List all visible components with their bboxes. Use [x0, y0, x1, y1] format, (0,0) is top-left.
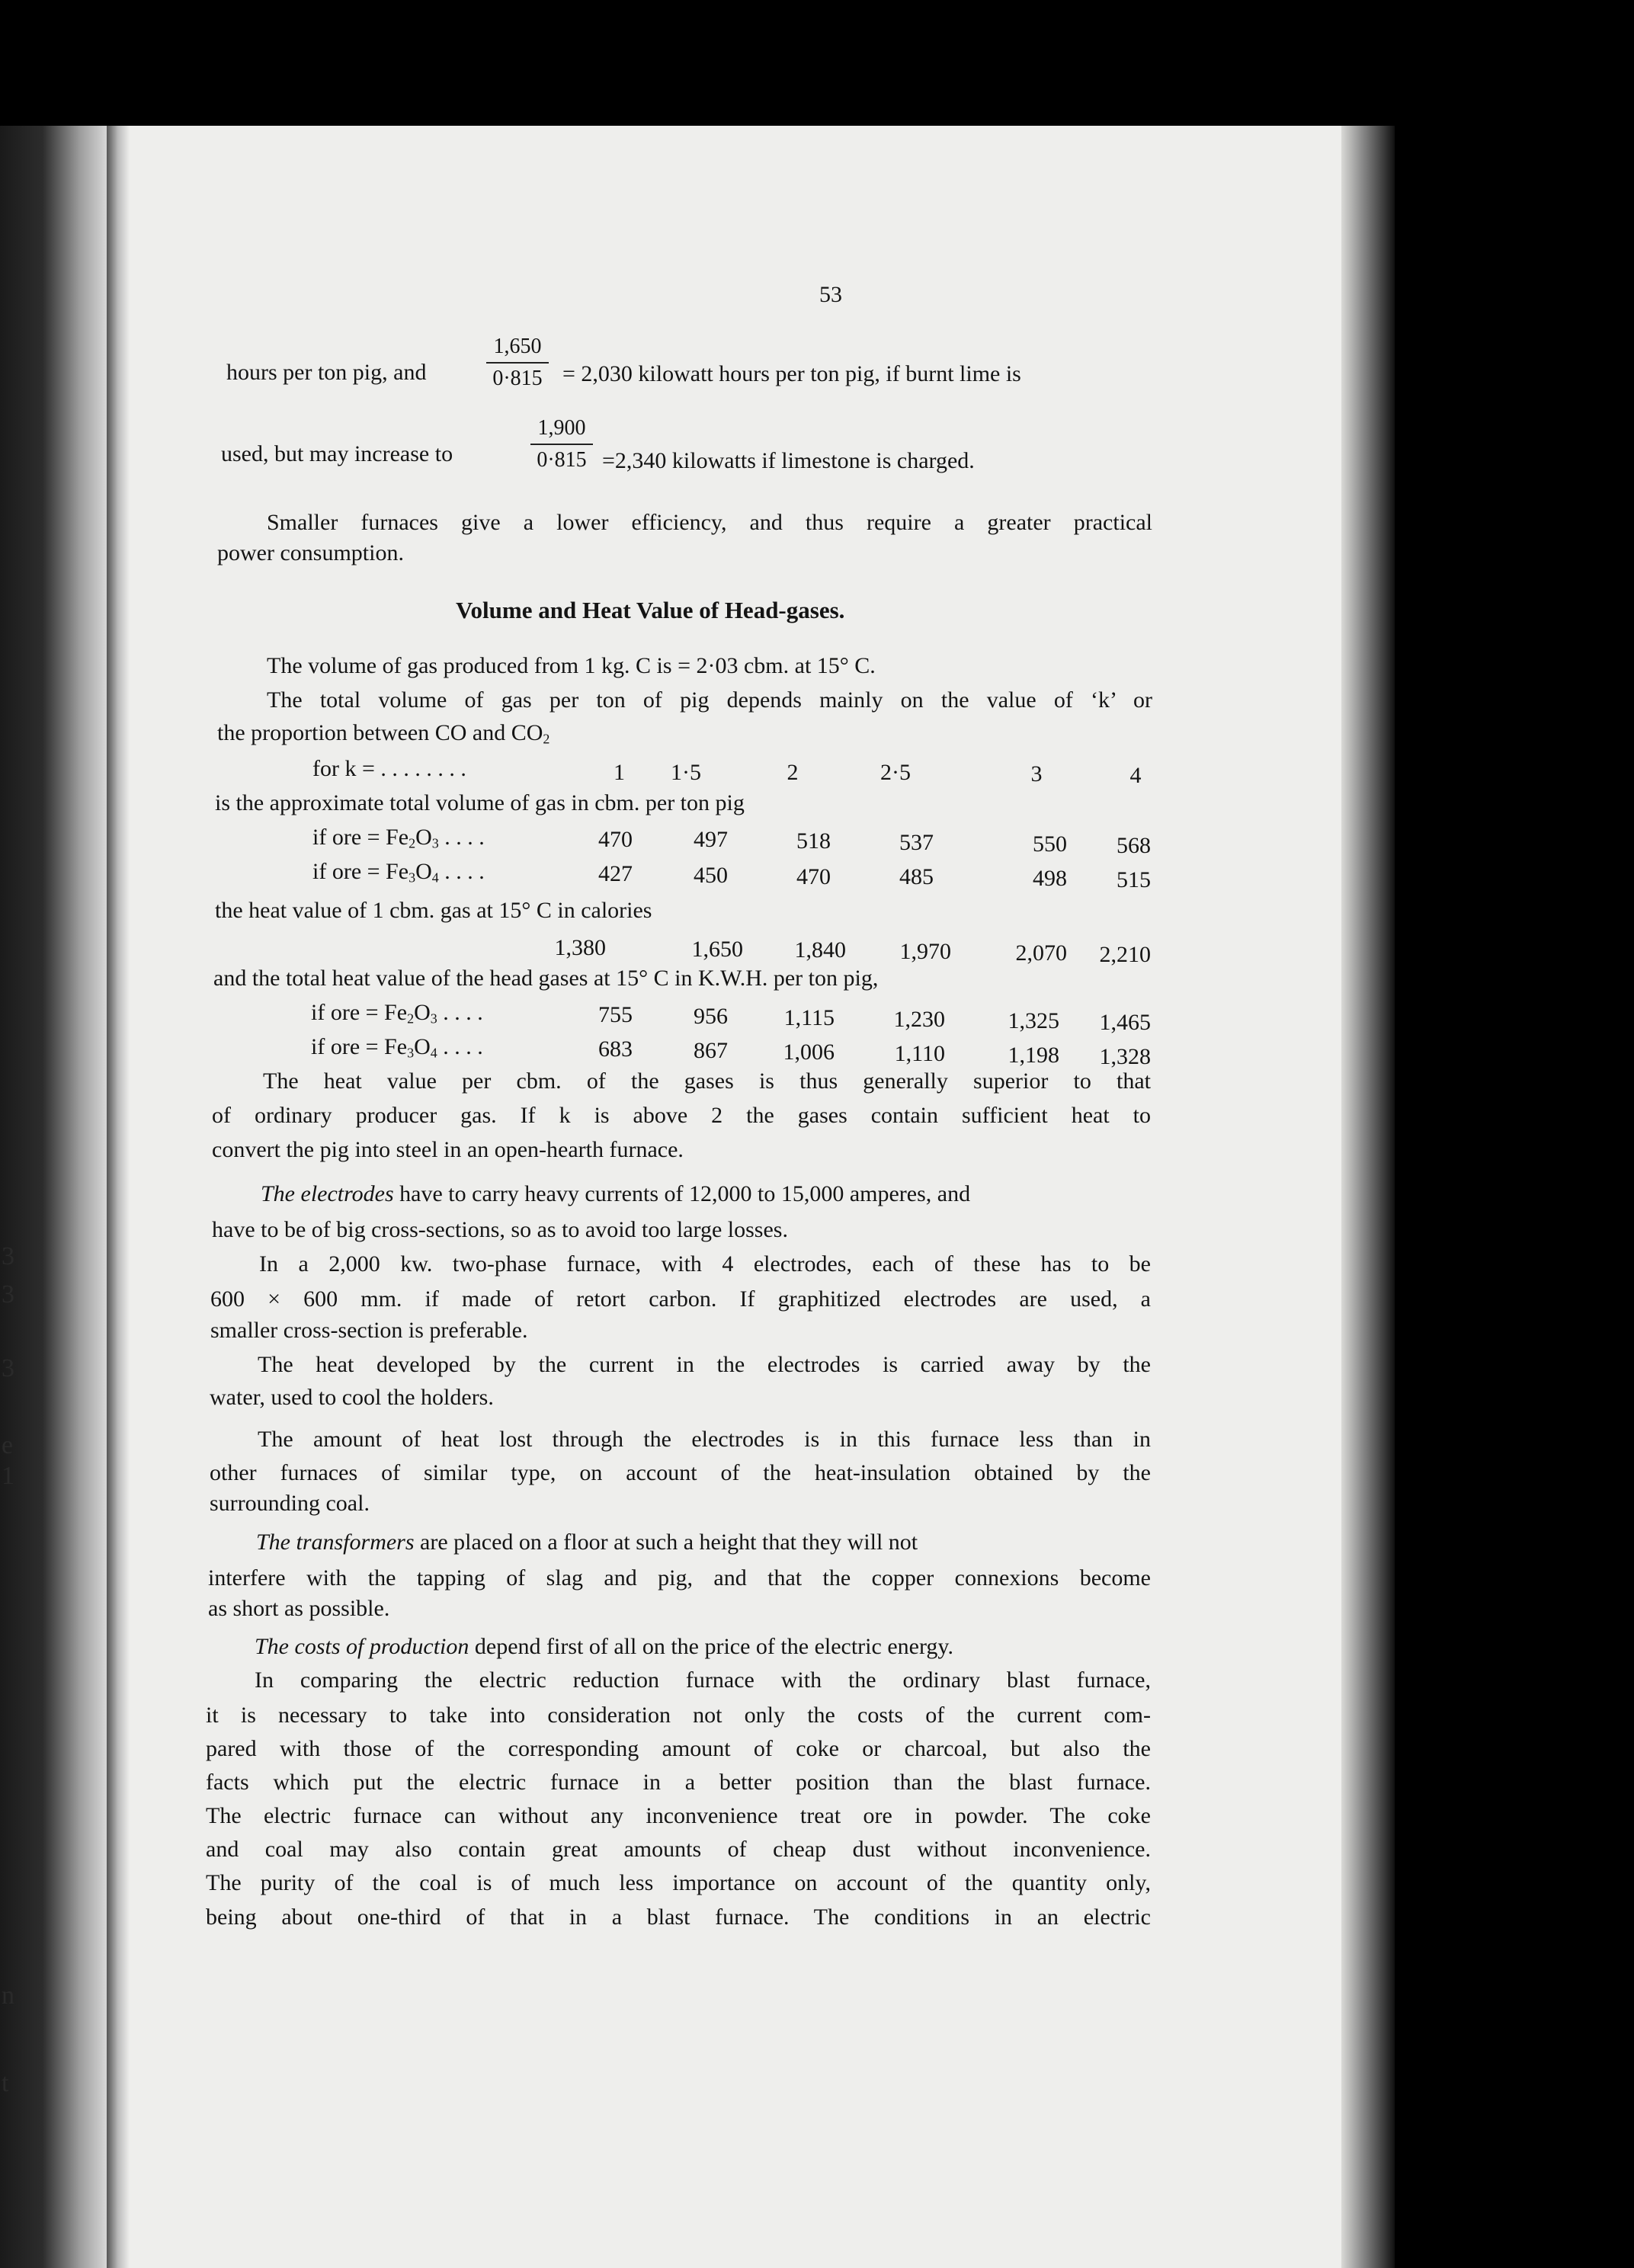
paragraph-line: as short as possible. [208, 1596, 390, 1621]
table-cell: 683 [598, 1036, 633, 1062]
row-label [311, 998, 483, 1033]
heat-value-cell: 2,210 [1099, 942, 1151, 967]
k-value: 1·5 [671, 760, 701, 785]
label-text: O [414, 1034, 431, 1059]
table-caption: the heat value of 1 cbm. gas at 15° C in calories [215, 898, 652, 923]
paragraph-line: pared with those of the corresponding amount of coke or charcoal, but also the [206, 1736, 1151, 1761]
page-number: 53 [819, 282, 842, 307]
prev-page-fragment: t [2, 2069, 9, 2097]
heat-value-cell: 1,380 [554, 935, 606, 960]
table-cell: 550 [1033, 831, 1067, 857]
label-dots: . . . . [437, 1000, 483, 1025]
italic-term: The costs of production [255, 1634, 469, 1659]
table-cell: 518 [796, 828, 831, 854]
line-text: are placed on a floor at such a height that they will not [414, 1530, 918, 1555]
label-dots: . . . . [437, 1034, 483, 1059]
label-text: if ore = Fe [311, 1034, 408, 1059]
paragraph-line: smaller cross-section is preferable. [210, 1318, 528, 1343]
eq1-suffix: = 2,030 kilowatt hours per ton pig, if burnt lime is [562, 361, 1021, 386]
table-cell: 1,006 [783, 1040, 835, 1065]
label-text: if ore = Fe [312, 825, 409, 850]
eq1-fraction [486, 334, 549, 392]
eq2-numerator: 1,900 [537, 416, 586, 440]
paragraph-line: The purity of the coal is of much less importance on account of the quantity only, [206, 1870, 1151, 1895]
heat-value-cell: 1,840 [794, 937, 846, 963]
paragraph-line: water, used to cool the holders. [210, 1385, 494, 1410]
subscript: 3 [408, 870, 416, 886]
label-text: O [414, 1000, 431, 1025]
k-value: 1 [614, 760, 625, 785]
eq2-suffix: =2,340 kilowatts if limestone is charged. [602, 448, 975, 473]
paragraph-line: convert the pig into steel in an open-hearth furnace. [212, 1137, 684, 1162]
table-cell: 755 [598, 1002, 633, 1027]
paragraph-line: The heat developed by the current in the electrodes is carried away by the [258, 1352, 1151, 1377]
eq1-denominator: 0·815 [492, 367, 543, 390]
table-cell: 515 [1117, 867, 1151, 892]
line-text: have to carry heavy currents of 12,000 to 15,000 amperes, and [393, 1181, 971, 1206]
paragraph-line: In a 2,000 kw. two-phase furnace, with 4 electrodes, each of these has to be [259, 1251, 1151, 1277]
paragraph-line: it is necessary to take into consideration not only the costs of the current com- [206, 1703, 1151, 1728]
subscript: 3 [431, 835, 439, 851]
eq2-fraction [530, 415, 593, 473]
prev-page-fragment: 1 [2, 1462, 14, 1490]
paragraph-line [217, 719, 549, 754]
label-text: O [415, 859, 432, 884]
table-cell: 470 [796, 864, 831, 889]
eq1-numerator: 1,650 [493, 335, 542, 358]
paragraph-line: Smaller furnaces give a lower efficiency, and thus require a greater practical [267, 510, 1152, 535]
table-cell: 1,465 [1099, 1010, 1151, 1035]
label-dots: . . . . [438, 825, 485, 850]
paragraph-line: The amount of heat lost through the electrodes is in this furnace less than in [258, 1427, 1151, 1452]
table-cell: 1,325 [1008, 1008, 1059, 1033]
paragraph-line: The volume of gas produced from 1 kg. C is = 2·03 cbm. at 15° C. [267, 653, 876, 678]
paragraph-line: and coal may also contain great amounts of cheap dust without inconvenience. [206, 1837, 1151, 1862]
paragraph-line: The total volume of gas per ton of pig depends mainly on the value of ‘k’ or [267, 687, 1152, 713]
paragraph-line: of ordinary producer gas. If k is above 2 the gases contain sufficient heat to [212, 1103, 1151, 1128]
italic-term: The electrodes [261, 1181, 394, 1206]
eq2-denominator: 0·815 [537, 448, 587, 472]
previous-page-text-fragments [0, 126, 107, 2268]
table-cell: 537 [899, 830, 934, 855]
table-cell: 867 [694, 1038, 728, 1063]
table-cell: 485 [899, 864, 934, 889]
paragraph-line: The electric furnace can without any inconvenience treat ore in powder. The coke [206, 1803, 1151, 1828]
row-label [311, 1033, 483, 1068]
heat-value-cell: 2,070 [1015, 940, 1067, 966]
table-cell: 568 [1117, 833, 1151, 858]
paragraph-line [256, 1528, 918, 1557]
prev-page-fragment: 3 [2, 1280, 14, 1309]
page-right-edge [1341, 126, 1395, 2268]
subscript: 4 [430, 1045, 437, 1061]
paragraph-line: power consumption. [217, 540, 404, 565]
table-cell: 1,115 [783, 1005, 835, 1030]
prev-page-fragment: 3 [2, 1354, 14, 1382]
k-value: 4 [1129, 763, 1142, 788]
paragraph-line [255, 1632, 953, 1661]
label-text: O [415, 825, 432, 850]
paragraph-line: have to be of big cross-sections, so as to avoid too large losses. [212, 1217, 788, 1242]
paragraph-line: interfere with the tapping of slag and pig, and that the copper connexions become [208, 1565, 1151, 1590]
row-label [312, 857, 485, 892]
label-dots: . . . . [438, 859, 485, 884]
table-cell: 498 [1033, 866, 1067, 891]
paragraph-line: surrounding coal. [210, 1491, 370, 1516]
line-text: depend first of all on the price of the electric energy. [469, 1634, 953, 1659]
paragraph-line: facts which put the electric furnace in a better position than the blast furnace. [206, 1770, 1151, 1795]
subscript: 2 [543, 731, 550, 747]
paragraph-line: other furnaces of similar type, on account of the heat-insulation obtained by the [210, 1460, 1151, 1485]
paragraph-line: 600 × 600 mm. if made of retort carbon. If graphitized electrodes are used, a [210, 1286, 1151, 1312]
heat-value-cell: 1,970 [899, 939, 951, 964]
scan-right-border [1395, 126, 1634, 2268]
eq2-prefix: used, but may increase to [221, 441, 453, 466]
page-gutter-shadow [107, 126, 130, 2268]
k-value: 2 [787, 760, 799, 785]
fraction-bar [486, 362, 549, 364]
label-text: if ore = Fe [311, 1000, 408, 1025]
heat-value-cell: 1,650 [691, 937, 743, 962]
prev-page-fragment: n [2, 1981, 14, 2010]
table-cell: 1,230 [893, 1007, 945, 1032]
table-cell: 1,198 [1008, 1043, 1059, 1068]
table-cell: 956 [694, 1004, 728, 1029]
paragraph-line [261, 1180, 970, 1209]
subscript: 3 [407, 1045, 415, 1061]
prev-page-fragment: e [2, 1431, 14, 1459]
label-text: if ore = Fe [312, 859, 409, 884]
italic-term: The transformers [256, 1530, 415, 1555]
subscript: 4 [431, 870, 439, 886]
table-cell: 1,328 [1099, 1044, 1151, 1069]
k-value: 3 [1030, 761, 1043, 786]
eq1-prefix: hours per ton pig, and [226, 360, 427, 385]
line-text: the proportion between CO and CO [217, 720, 543, 745]
k-value: 2·5 [880, 760, 911, 785]
subscript: 3 [430, 1011, 437, 1027]
table-cell: 470 [598, 827, 633, 852]
k-label: for k = . . . . . . . . [312, 756, 466, 781]
table-cell: 497 [694, 827, 728, 852]
table-caption: and the total heat value of the head gases at 15° C in K.W.H. per ton pig, [213, 966, 879, 991]
paragraph-line: The heat value per cbm. of the gases is thus generally superior to that [263, 1068, 1151, 1094]
subscript: 2 [407, 1011, 415, 1027]
table-cell: 1,110 [894, 1041, 945, 1066]
paragraph-line: In comparing the electric reduction furnace with the ordinary blast furnace, [255, 1667, 1151, 1693]
fraction-bar [530, 444, 593, 445]
section-heading: Volume and Heat Value of Head-gases. [456, 597, 845, 623]
paragraph-line: being about one-third of that in a blast furnace. The conditions in an electric [206, 1904, 1151, 1930]
table-caption: is the approximate total volume of gas in cbm. per ton pig [215, 790, 745, 815]
table-cell: 427 [598, 861, 633, 886]
prev-page-fragment: 3 [2, 1242, 14, 1270]
subscript: 2 [408, 835, 416, 851]
table-cell: 450 [694, 863, 728, 888]
scan-top-border [0, 0, 1634, 126]
row-label [312, 823, 485, 858]
